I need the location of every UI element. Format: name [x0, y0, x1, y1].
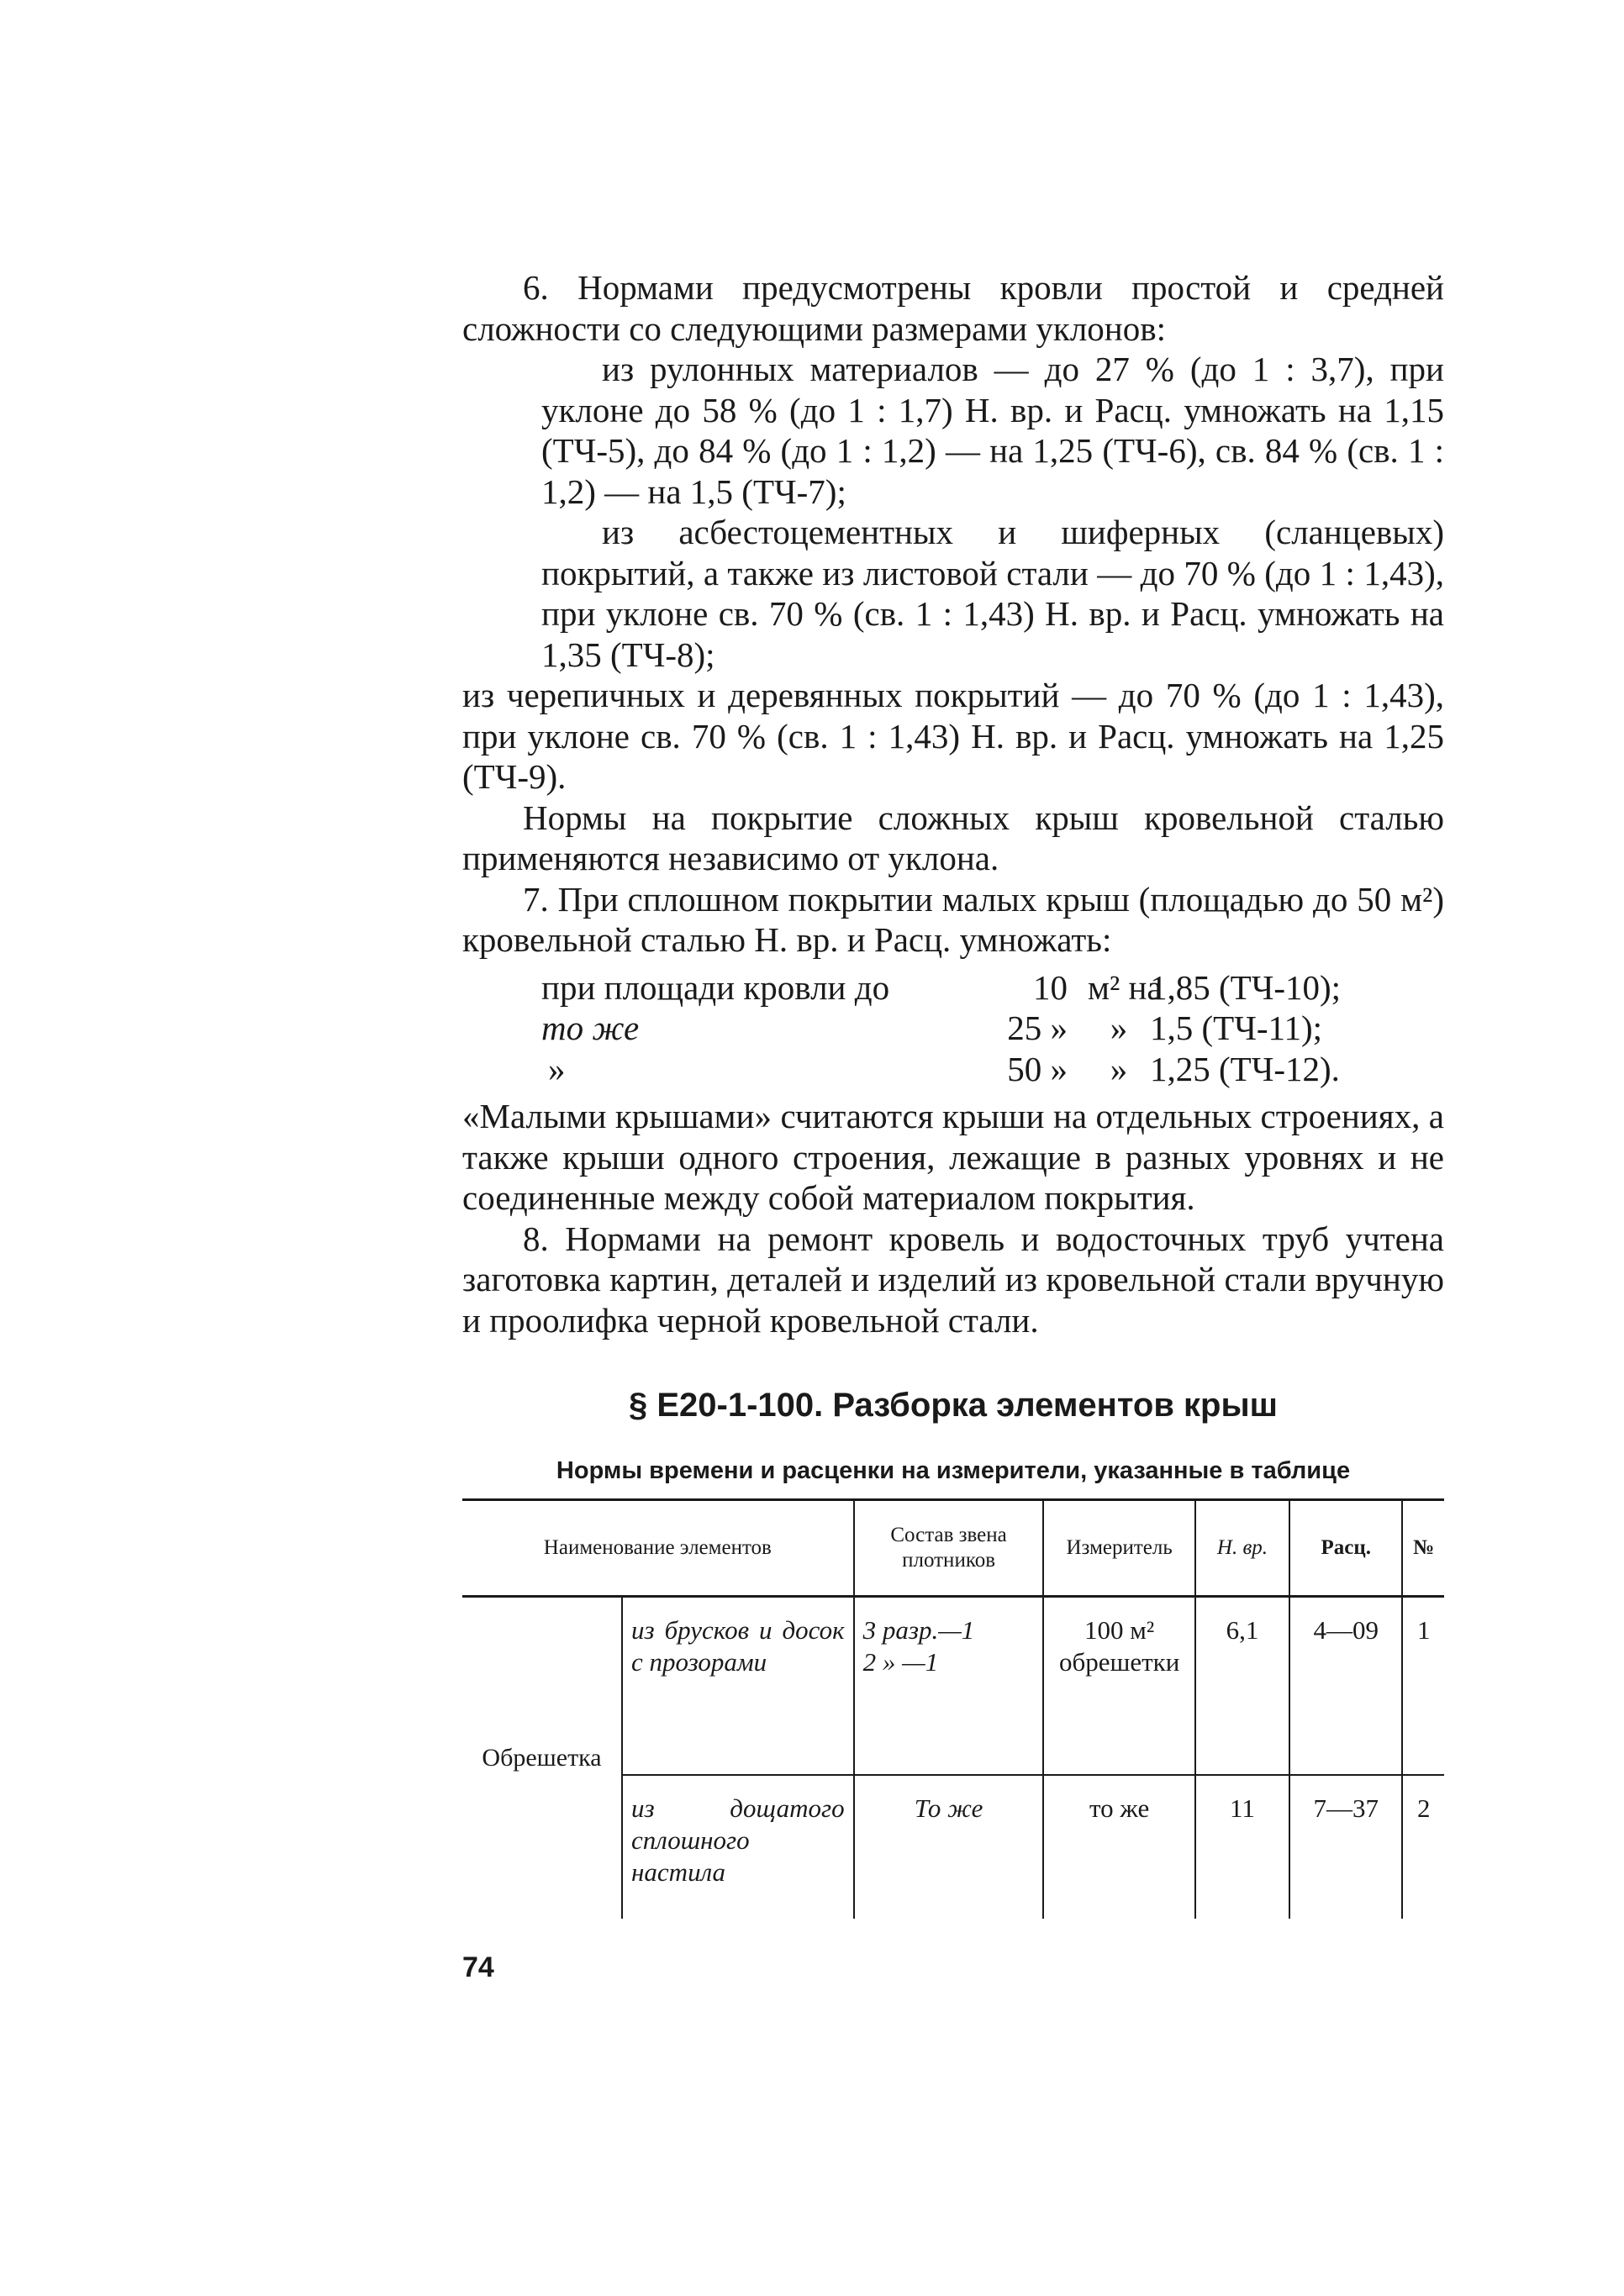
area-unit: »	[1110, 1049, 1128, 1088]
area-factor-row	[541, 1008, 1444, 1049]
group-label: Обрешетка	[482, 1744, 602, 1772]
paragraph-6-rolled: из рулонных материалов — до 27 % (до 1 : 3,7), при уклоне до 58 % (до 1 : 1,7) Н. вр. и Расц. умножать на 1,15 (ТЧ-5), до 84 % (до 1 : 1,2) — на 1,25 (ТЧ-6), св. 84 % (св. 1 : 1,2) — на 1,5 (ТЧ-7);	[541, 350, 1444, 511]
area-factor-list	[541, 967, 1444, 1090]
area-label: »	[548, 1049, 566, 1088]
row-number: 2	[1402, 1775, 1444, 1919]
page-number: 74	[462, 1951, 494, 1983]
row-unit: 100 м² обрешетки	[1043, 1597, 1194, 1776]
area-label: при площади кровли до	[541, 967, 890, 1007]
area-unit: »	[1110, 1008, 1128, 1047]
area-factor: 1,25 (ТЧ-12).	[1150, 1049, 1340, 1088]
row-crew	[854, 1597, 1044, 1776]
paragraph-6-intro: 6. Нормами предусмотрены кровли простой и средней сложности со следующими размерами уклонов:	[462, 268, 1444, 348]
section-subtitle: Нормы времени и расценки на измерители, указанные в таблице	[556, 1457, 1351, 1484]
header-unit: Измеритель	[1043, 1500, 1194, 1597]
paragraph-8: 8. Нормами на ремонт кровель и водосточных труб учтена заготовка картин, деталей и изделий из кровельной стали вручную и проолифка черной кровельной стали.	[462, 1219, 1444, 1340]
row-hours: 11	[1195, 1775, 1289, 1919]
area-factor-row	[541, 967, 1444, 1008]
area-value: 50 »	[1007, 1049, 1068, 1088]
header-name: Наименование элементов	[543, 1536, 772, 1559]
row-name: из дощатого сплошного настила	[622, 1775, 854, 1919]
area-unit: м² на	[1088, 967, 1163, 1007]
table-row	[462, 1597, 1444, 1776]
crew-line: 2 » —1	[862, 1647, 939, 1677]
area-factor: 1,5 (ТЧ-11);	[1150, 1008, 1323, 1047]
paragraph-6-tile: из черепичных и деревянных покрытий — до 70 % (до 1 : 1,43), при уклоне св. 70 % (св. 1 : 1,43) Н. вр. и Расц. умножать на 1,25 (ТЧ-9).	[462, 676, 1444, 796]
header-rate: Расц.	[1289, 1500, 1402, 1597]
crew-line: То же	[914, 1793, 983, 1823]
area-factor: 1,85 (ТЧ-10);	[1150, 967, 1342, 1007]
area-label: то же	[541, 1008, 640, 1047]
area-value: 10	[1033, 967, 1068, 1007]
area-value: 25 »	[1007, 1008, 1068, 1047]
paragraph-6-complex: Нормы на покрытие сложных крыш кровельной сталью применяются независимо от уклона.	[462, 798, 1444, 877]
body-text	[462, 267, 1444, 1340]
row-number: 1	[1402, 1597, 1444, 1776]
paragraph-7-small-roofs: «Малыми крышами» считаются крыши на отдельных строениях, а также крыши одного строения, лежащие в разных уровнях и не соединенные между собой материалом покрытия.	[462, 1097, 1444, 1217]
section-title: § Е20-1-100. Разборка элементов крыш	[629, 1387, 1278, 1424]
paragraph-7: 7. При сплошном покрытии малых крыш (площадью до 50 м²) кровельной сталью Н. вр. и Расц. умножать:	[462, 879, 1444, 959]
row-name: из брусков и досок с прозорами	[622, 1597, 854, 1776]
crew-line: 3 разр.—1	[862, 1615, 975, 1645]
row-unit: то же	[1043, 1775, 1194, 1919]
header-number: №	[1402, 1500, 1444, 1597]
header-crew: Состав звена плотников	[854, 1500, 1044, 1597]
norms-table	[462, 1498, 1444, 1919]
row-hours: 6,1	[1195, 1597, 1289, 1776]
area-factor-row	[541, 1049, 1444, 1090]
table-header-row	[462, 1500, 1444, 1597]
paragraph-6-asbestos: из асбестоцементных и шиферных (сланцевых) покрытий, а также из листовой стали — до 70 % (до 1 : 1,43), при уклоне св. 70 % (св. 1 : 1,43) Н. вр. и Расц. умножать на 1,35 (ТЧ-8);	[541, 513, 1444, 674]
row-rate: 4—09	[1289, 1597, 1402, 1776]
header-hours: Н. вр.	[1195, 1500, 1289, 1597]
row-crew	[854, 1775, 1044, 1919]
row-rate: 7—37	[1289, 1775, 1402, 1919]
